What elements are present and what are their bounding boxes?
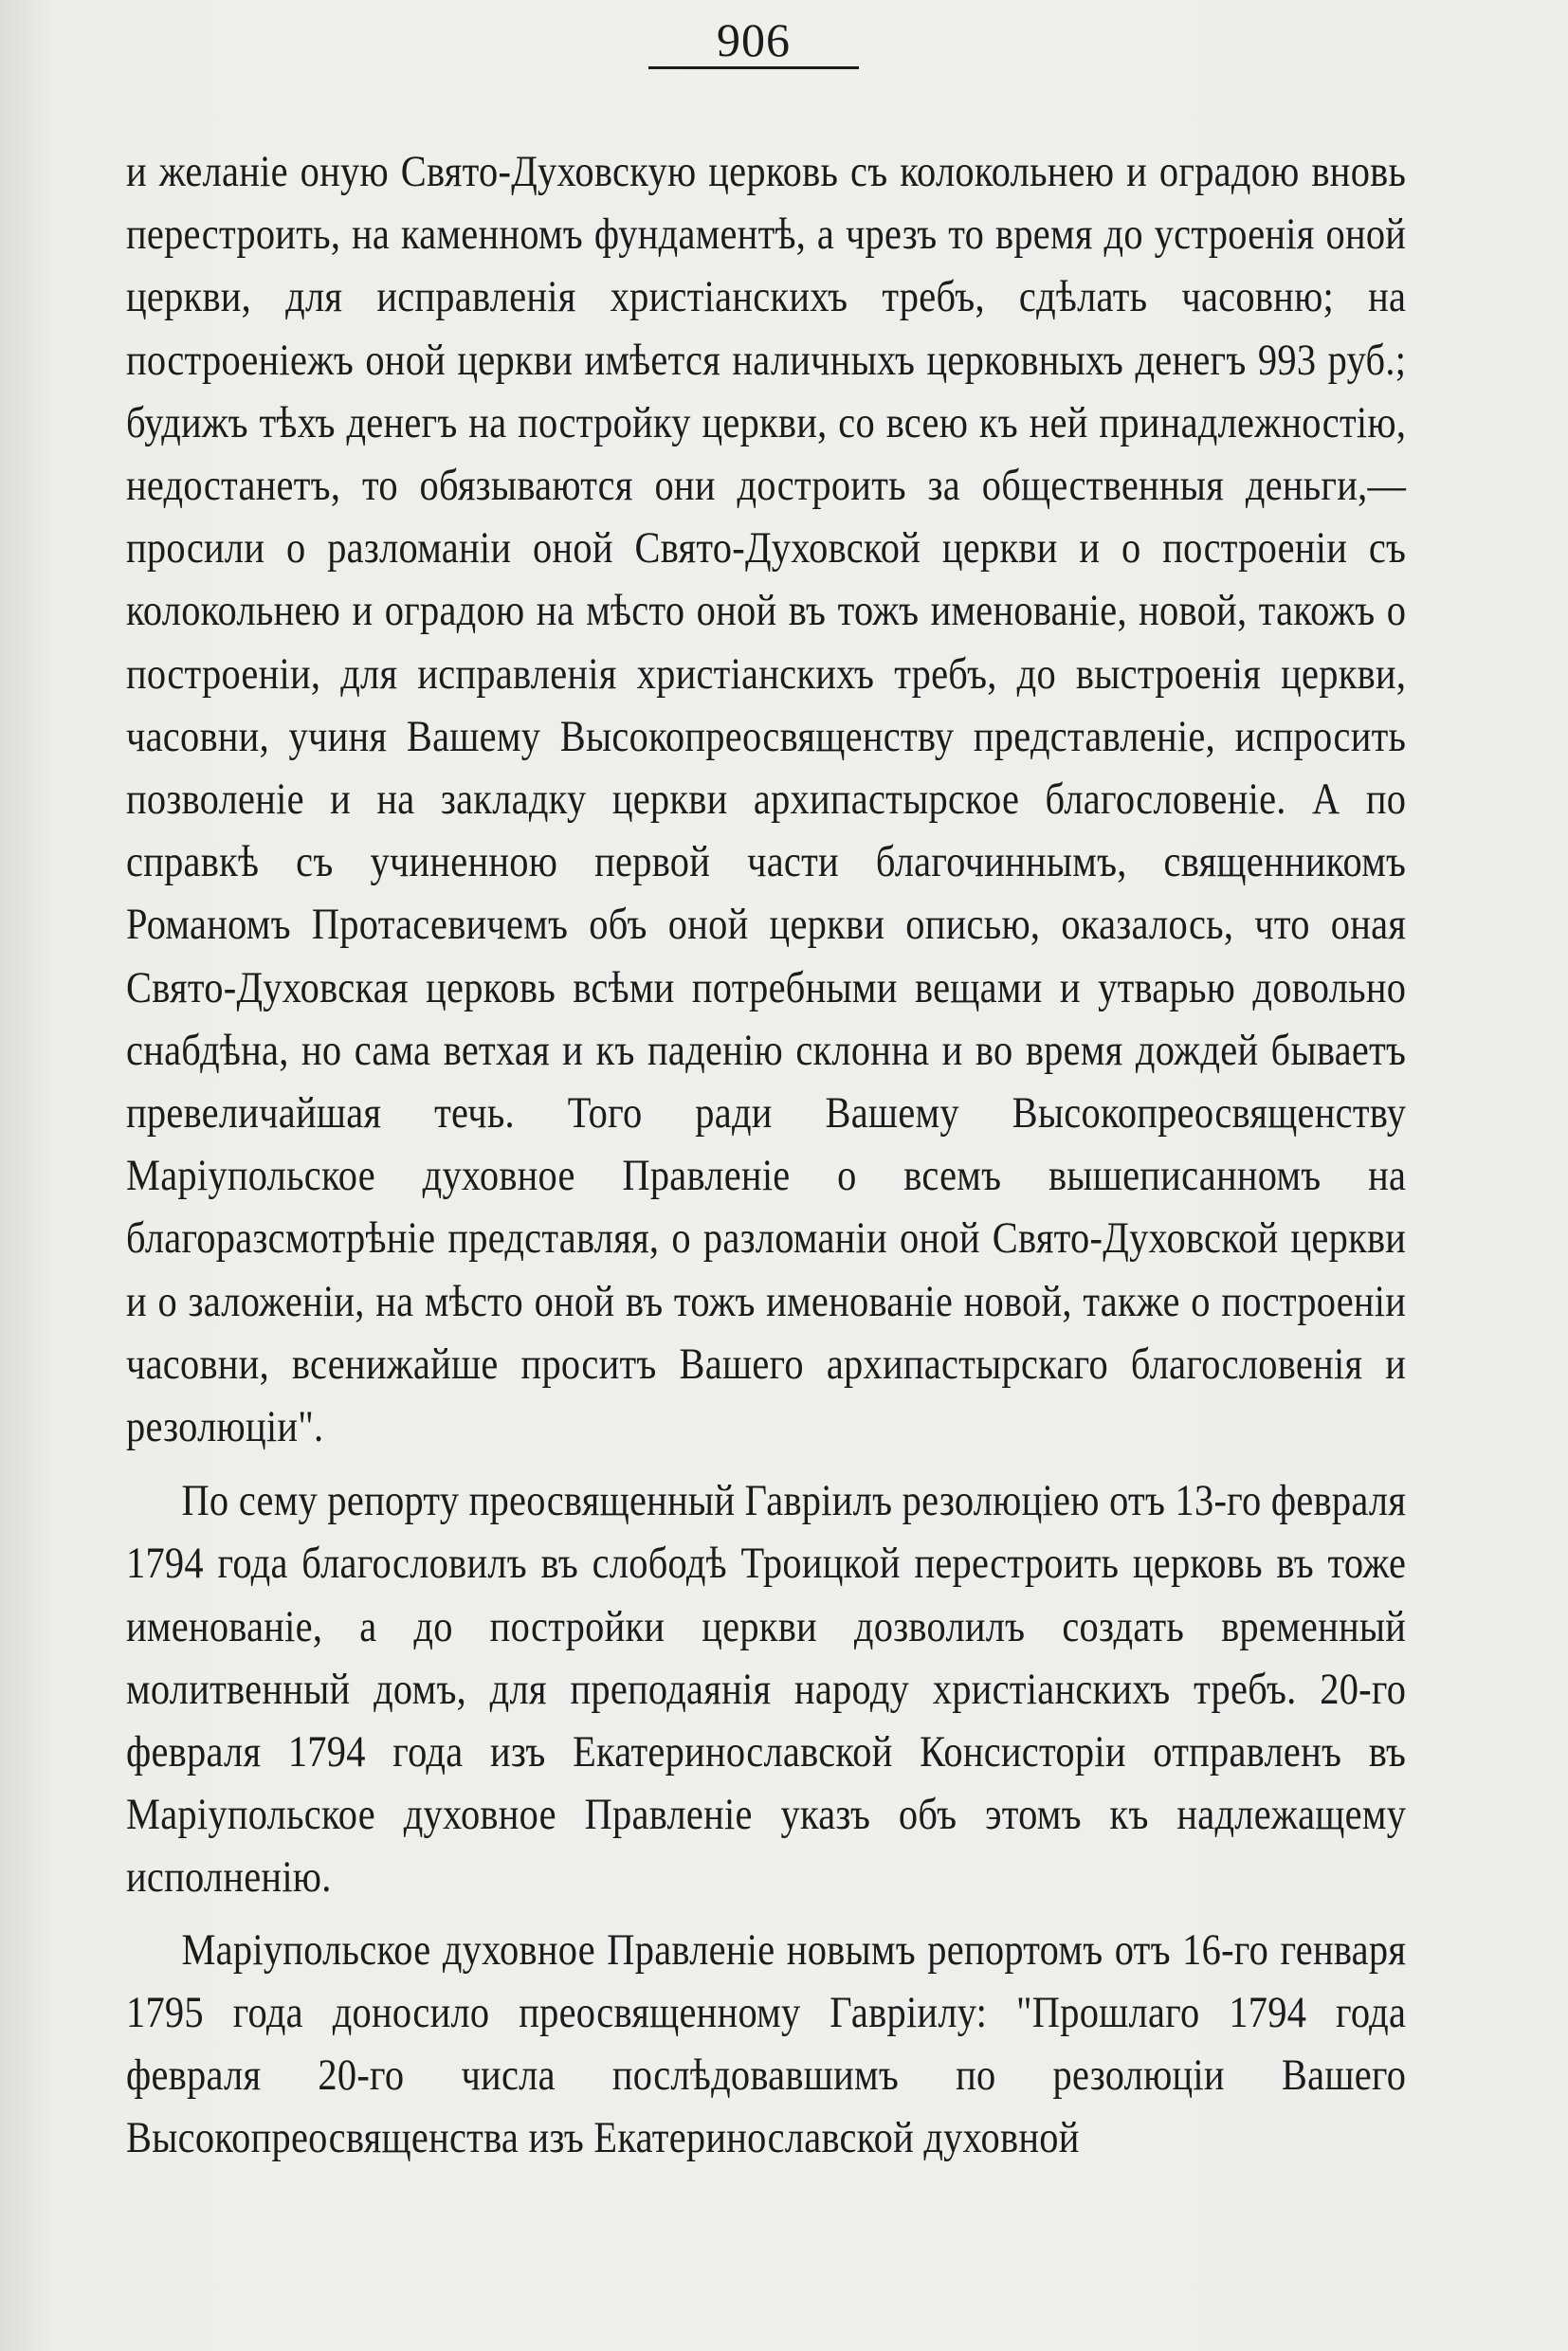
- body-text: [126, 140, 1406, 2170]
- paragraph-resolution: По сему репорту преосвященный Гавріилъ резолюціею отъ 13-го февраля 1794 года благословилъ въ слободѣ Троицкой перестроить церковь въ тоже именованіе, а до постройки церкви дозволилъ создать временный молитвенный домъ, для преподаянія народу христіанскихъ требъ. 20-го февраля 1794 года изъ Екатеринославской Консисторіи отправленъ въ Маріупольское духовное Правленіе указъ объ этомъ къ надлежащему исполненію.: [126, 1476, 1407, 1903]
- paragraph-continued: и желаніе оную Свято-Духовскую церковь съ колокольнею и оградою вновь перестроить, на каменномъ фундаментѣ, а чрезъ то время до устроенія оной церкви, для исправленія христіанскихъ требъ, сдѣлать часовню; на построеніежъ оной церкви имѣется наличныхъ церковныхъ денегъ 993 руб.; будижъ тѣхъ денегъ на постройку церкви, со всею къ ней принадлежностію, недостанетъ, то обязываются они достроить за общественныя деньги,—просили о разломаніи оной Свято-Духовской церкви и о построеніи съ колокольнею и оградою на мѣсто оной въ тожъ именованіе, новой, такожъ о построеніи, для исправленія христіанскихъ требъ, до выстроенія церкви, часовни, учиня Вашему Высокопреосвященству представленіе, испросить позволеніе и на закладку церкви архипастырское благословеніе. А по справкѣ съ учиненною первой части благочиннымъ, священникомъ Романомъ Протасевичемъ объ оной церкви описью, оказалось, что оная Свято-Духовская церковь всѣми потребными вещами и утварью довольно снабдѣна, но сама ветхая и къ паденію склонна и во время дождей бываетъ превеличайшая течь. Того ради Вашему Высокопреосвященству Маріупольское духовное Правленіе о всемъ вышеписанномъ на благоразсмотрѣніе представляя, о разломаніи оной Свято-Духовской церкви и о заложеніи, на мѣсто оной въ тожъ именованіе новой, также о построеніи часовни, всенижайше проситъ Вашего архипастырскаго благословенія и резолюціи".: [126, 147, 1407, 1452]
- paragraph-new-report: Маріупольское духовное Правленіе новымъ репортомъ отъ 16-го генваря 1795 года доносило преосвященному Гавріилу: "Прошлаго 1794 года февраля 20-го числа послѣдовавшимъ по резолюціи Вашего Высокопреосвященства изъ Екатеринославской духовной: [126, 1924, 1407, 2163]
- page-number: 906: [717, 13, 791, 66]
- page-number-rule: [648, 66, 859, 69]
